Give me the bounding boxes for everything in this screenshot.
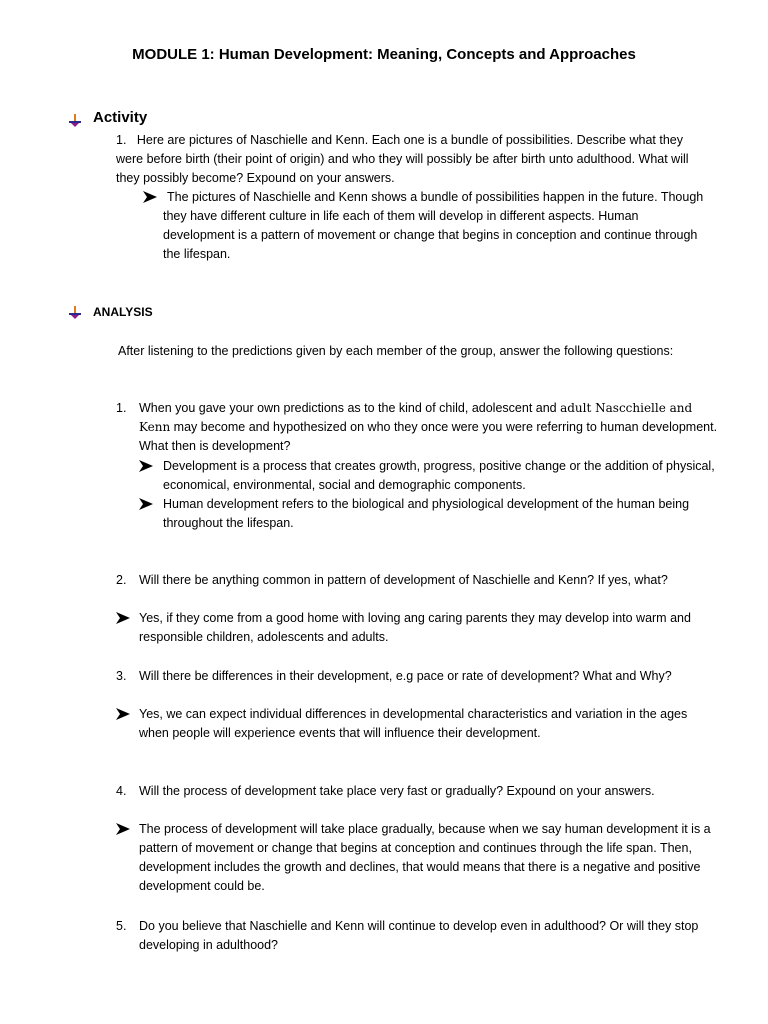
- q1-text-serif: adult Nascchielle and Kenn: [139, 401, 693, 434]
- q1-number: 1.: [116, 401, 127, 415]
- q3-question: Will there be differences in their development, e.g pace or rate of development? What and Why?: [139, 669, 672, 683]
- activity-item-number: 1.: [116, 133, 127, 147]
- q1-question: [139, 399, 719, 456]
- q4-answer: The process of development will take place gradually, because when we say human development it is a pattern of movement or change that begins at conception and continues through the life span. Then, development includes the growth and declines, that would means that there is a negative and positive development could be.: [139, 822, 711, 893]
- q5-question: Do you believe that Naschielle and Kenn will continue to develop even in adulthood? Or will they stop developing in adulthood?: [139, 919, 699, 952]
- q1-text-b: may become and hypothesized on who they once were you were referring to human development. What then is development?: [139, 420, 718, 453]
- analysis-heading: ANALYSIS: [93, 305, 153, 319]
- q3-answer: Yes, we can expect individual differences in developmental characteristics and variation in the ages when people will experience events that will influence their development.: [139, 707, 688, 740]
- activity-question-full: [116, 131, 706, 188]
- arrow-bullet-icon: [139, 498, 153, 510]
- arrow-bullet-icon: [116, 708, 130, 720]
- q2-answer: Yes, if they come from a good home with loving ang caring parents they may develop into warm and responsible children, adolescents and adults.: [139, 611, 691, 644]
- q1-answer-1: Development is a process that creates growth, progress, positive change or the addition of physical, economical, environmental, social and demographic components.: [163, 459, 715, 492]
- q5-number: 5.: [116, 919, 127, 933]
- section-marker-icon: [69, 114, 81, 127]
- arrow-bullet-icon: [116, 612, 130, 624]
- q3-number: 3.: [116, 669, 127, 683]
- arrow-bullet-icon: [116, 823, 130, 835]
- q1-text-a: When you gave your own predictions as to the kind of child, adolescent and: [139, 401, 561, 415]
- section-marker-icon: [69, 306, 81, 319]
- q4-question: Will the process of development take place very fast or gradually? Expound on your answers.: [139, 784, 655, 798]
- activity-question-content: Here are pictures of Naschielle and Kenn. Each one is a bundle of possibilities. Describe what they were before birth (their point of origin) and who they will possibly be after birth unto adulthood. What will they possibly become? Expound on your answers.: [116, 133, 689, 185]
- q4-number: 4.: [116, 784, 127, 798]
- page-title: MODULE 1: Human Development: Meaning, Concepts and Approaches: [132, 46, 636, 63]
- arrow-bullet-icon: [143, 191, 157, 203]
- q2-question: Will there be anything common in pattern of development of Naschielle and Kenn? If yes, what?: [139, 573, 668, 587]
- q1-answer-2: Human development refers to the biological and physiological development of the human being throughout the lifespan.: [163, 497, 690, 530]
- activity-answer: The pictures of Naschielle and Kenn shows a bundle of possibilities happen in the future. Though they have different culture in life each of them will develop in different aspects. Human development is a pattern of movement or change that begins in conception and continue through the lifespan.: [163, 190, 704, 261]
- activity-heading: Activity: [93, 109, 148, 126]
- analysis-intro: After listening to the predictions given by each member of the group, answer the following questions:: [118, 344, 674, 358]
- q2-number: 2.: [116, 573, 127, 587]
- arrow-bullet-icon: [139, 460, 153, 472]
